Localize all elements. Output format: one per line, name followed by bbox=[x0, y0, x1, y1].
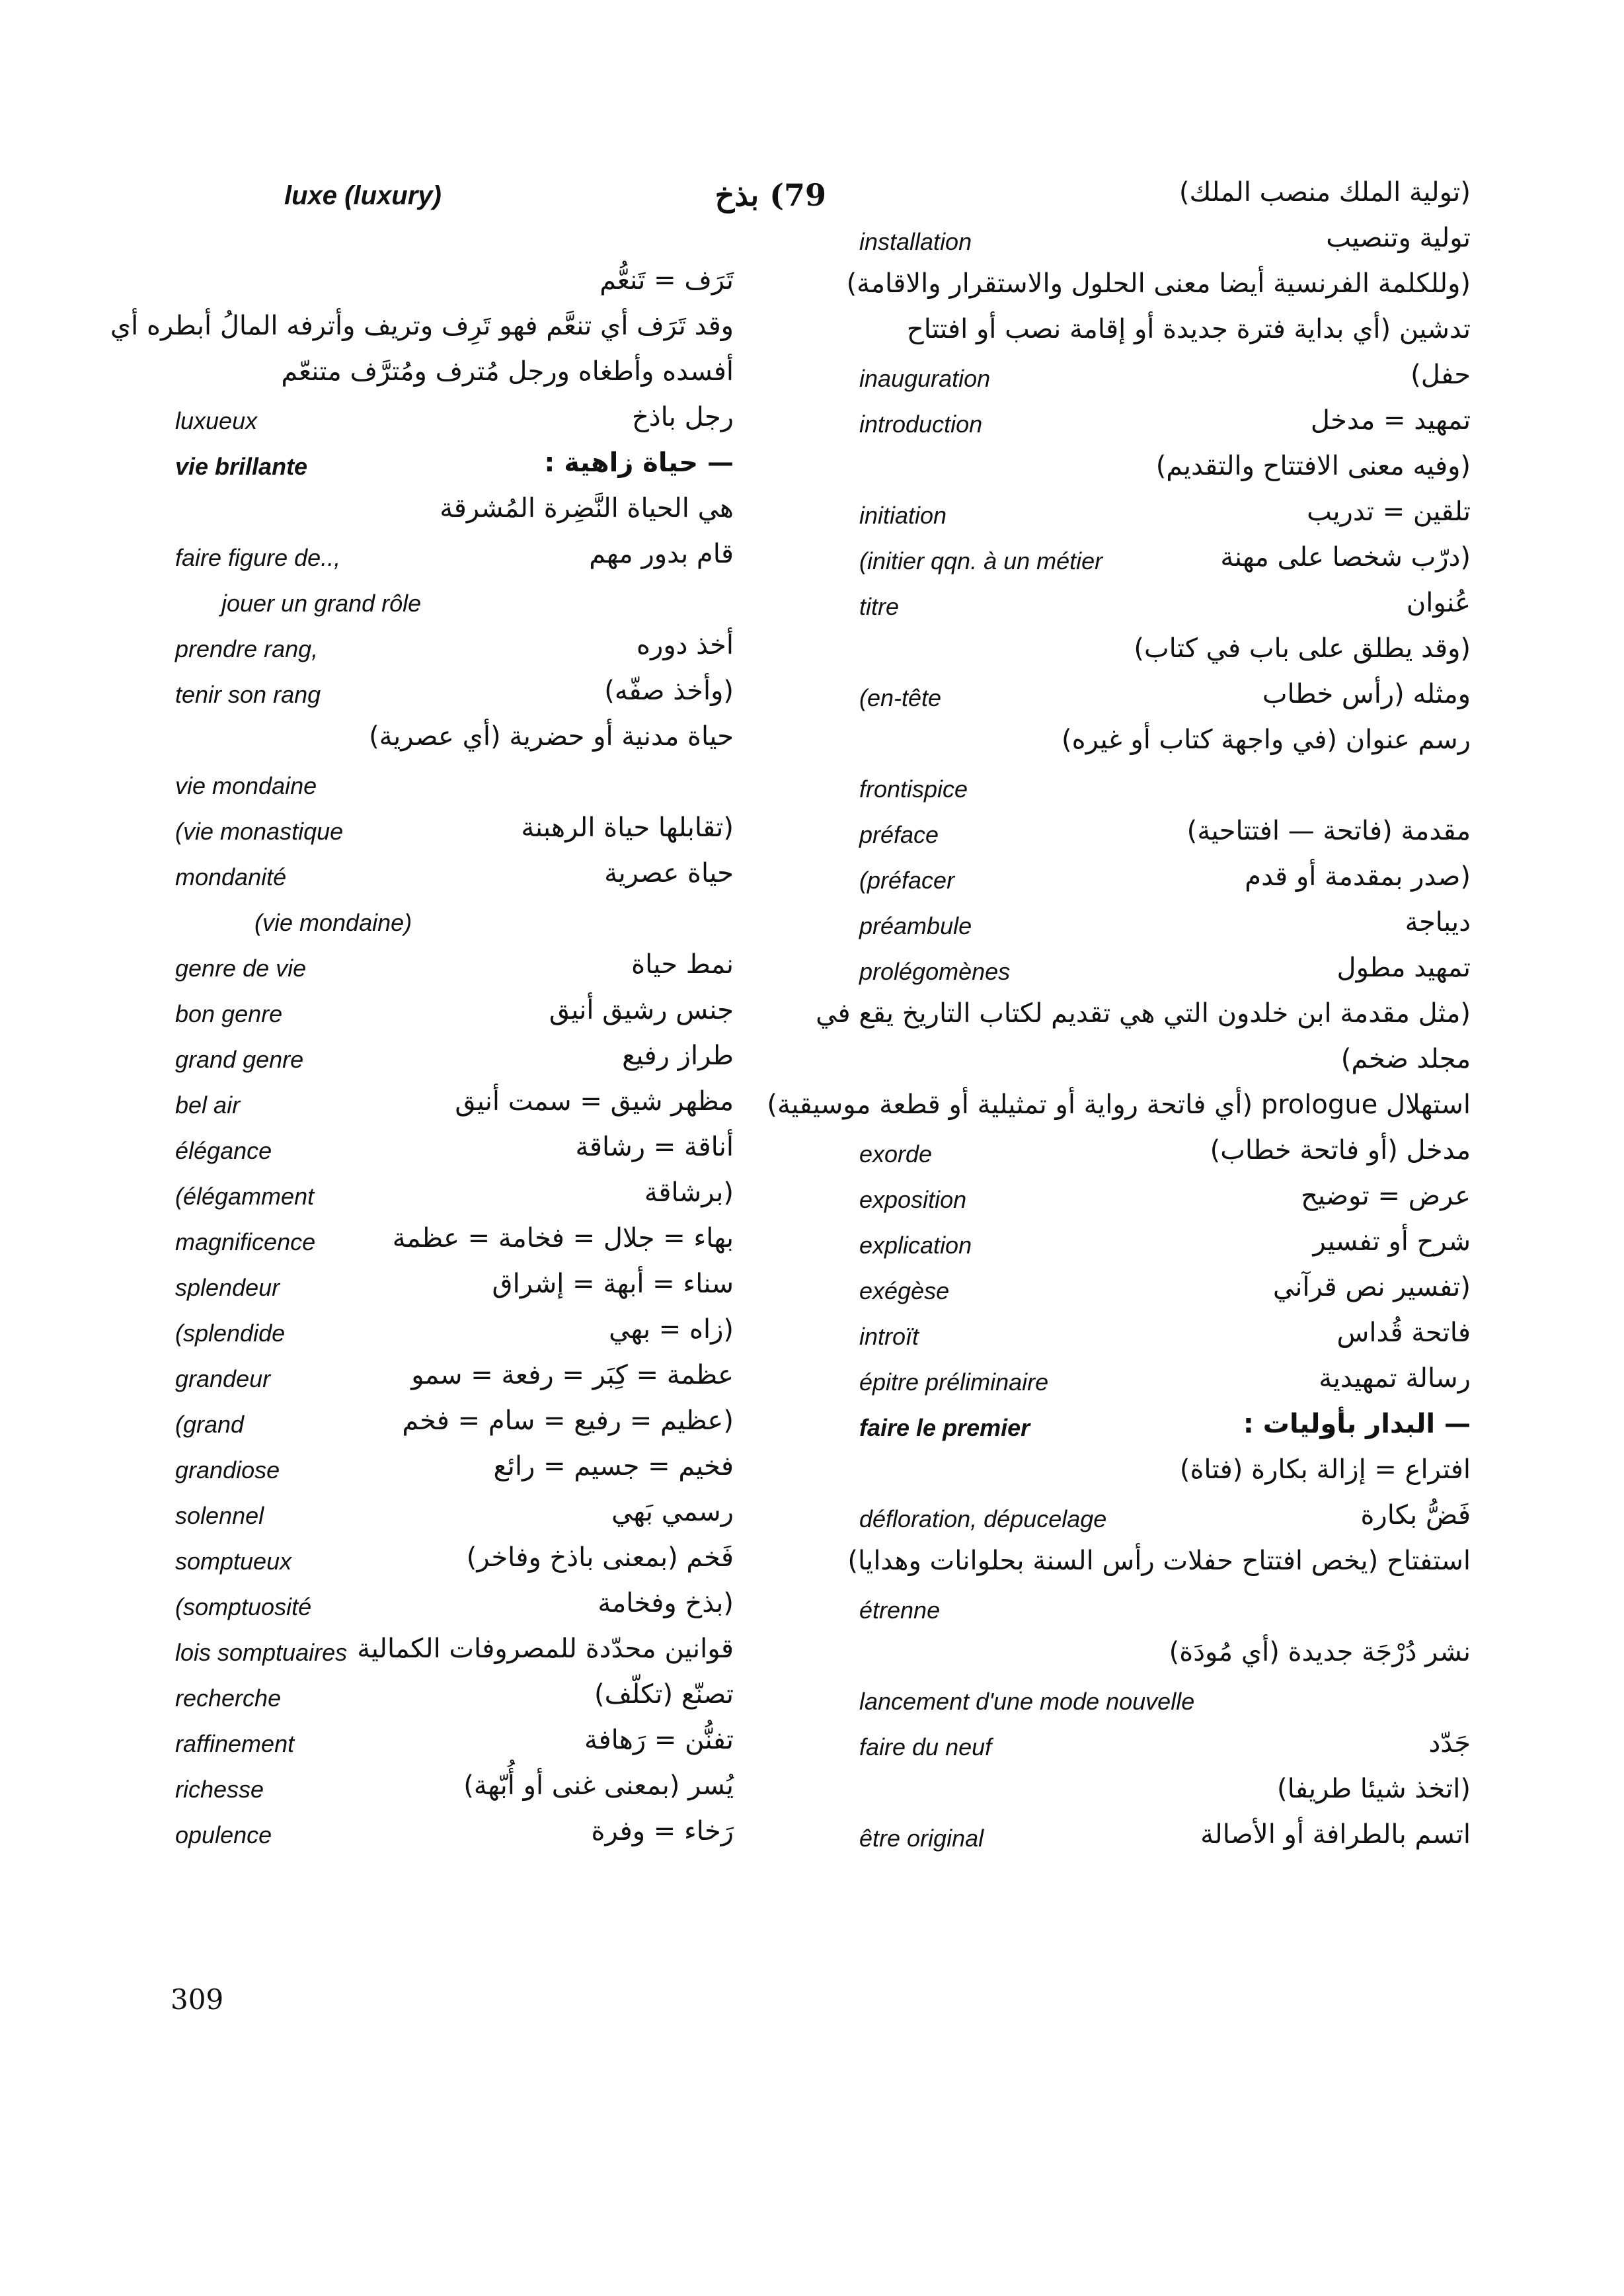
dictionary-entry bbox=[859, 1314, 1471, 1359]
french-term: genre de vie bbox=[175, 955, 307, 982]
page-header bbox=[284, 177, 826, 223]
arabic-term: فاتحة قُداس bbox=[1336, 1318, 1471, 1348]
french-term: frontispice bbox=[859, 775, 968, 803]
arabic-term: استفتاح (يخص افتتاح حفلات رأس السنة بحلوانات وهدايا) bbox=[847, 1546, 1471, 1576]
dictionary-entry bbox=[859, 1770, 1471, 1815]
arabic-term: مجلد ضخم) bbox=[1340, 1044, 1471, 1074]
dictionary-entry bbox=[859, 629, 1471, 675]
french-term: introït bbox=[859, 1323, 919, 1350]
french-term: (somptuosité bbox=[175, 1593, 312, 1620]
arabic-term: تلقين = تدريب bbox=[1307, 496, 1471, 527]
dictionary-entry bbox=[175, 1128, 734, 1173]
arabic-term: (صدر بمقدمة أو قدم bbox=[1245, 861, 1471, 892]
arabic-term: — البدار بأوليات : bbox=[1243, 1409, 1471, 1439]
dictionary-entry bbox=[859, 1724, 1471, 1770]
dictionary-entry bbox=[847, 1542, 1471, 1587]
french-term: (grand bbox=[175, 1411, 245, 1438]
dictionary-entry bbox=[175, 1402, 734, 1447]
dictionary-entry bbox=[175, 854, 734, 900]
arabic-term: عُنوان bbox=[1406, 588, 1471, 618]
french-term: épitre préliminaire bbox=[859, 1368, 1049, 1396]
arabic-term: أخذ دوره bbox=[637, 630, 734, 660]
dictionary-entry bbox=[859, 447, 1471, 493]
dictionary-entry bbox=[859, 584, 1471, 629]
arabic-term: مقدمة (فاتحة — افتتاحية) bbox=[1186, 816, 1471, 846]
dictionary-entry bbox=[175, 352, 734, 398]
dictionary-entry bbox=[859, 1633, 1471, 1679]
arabic-term: نمط حياة bbox=[631, 949, 734, 980]
french-term: initiation bbox=[859, 502, 947, 529]
dictionary-entry bbox=[175, 1721, 734, 1766]
arabic-term: (تولية الملك منصب الملك) bbox=[1179, 177, 1471, 208]
arabic-term: قام بدور مهم bbox=[589, 539, 734, 569]
dictionary-entry bbox=[859, 1222, 1471, 1268]
french-term: préambule bbox=[859, 912, 972, 939]
dictionary-entry bbox=[846, 264, 1471, 310]
dictionary-entry bbox=[175, 444, 734, 489]
dictionary-entry bbox=[859, 675, 1471, 721]
arabic-term: رسم عنوان (في واجهة كتاب أو غيره) bbox=[1062, 725, 1471, 755]
dictionary-entry bbox=[859, 401, 1471, 447]
header-arabic-title: 79) بذخ bbox=[715, 177, 826, 213]
dictionary-entry bbox=[175, 1265, 734, 1310]
arabic-term: طراز رفيع bbox=[622, 1041, 734, 1071]
french-term: (en-tête bbox=[859, 684, 942, 711]
arabic-term: يُسر (بمعنى غنى أو أُبّهة) bbox=[463, 1770, 734, 1801]
french-term: solennel bbox=[175, 1502, 264, 1529]
dictionary-entry bbox=[859, 1450, 1471, 1496]
french-term: grandiose bbox=[175, 1456, 280, 1484]
french-term: grandeur bbox=[175, 1365, 271, 1392]
header-french-title: luxe (luxury) bbox=[284, 181, 442, 210]
arabic-term: تمهيد مطول bbox=[1336, 953, 1471, 983]
french-term: tenir son rang bbox=[175, 681, 321, 708]
french-term: préface bbox=[859, 821, 939, 848]
french-term: exposition bbox=[859, 1186, 967, 1213]
dictionary-entry bbox=[175, 945, 734, 991]
french-term: explication bbox=[859, 1232, 972, 1259]
dictionary-entry bbox=[859, 857, 1471, 903]
french-term: installation bbox=[859, 228, 972, 255]
french-term: titre bbox=[859, 593, 900, 620]
dictionary-entry bbox=[110, 307, 734, 352]
french-term: défloration, dépucelage bbox=[859, 1505, 1107, 1532]
dictionary-entry bbox=[859, 903, 1471, 949]
arabic-term: حياة مدنية أو حضرية (أي عصرية) bbox=[369, 721, 734, 752]
arabic-term: (وفيه معنى الافتتاح والتقديم) bbox=[1155, 451, 1471, 481]
dictionary-entry bbox=[859, 173, 1471, 219]
french-term: (initier qqn. à un métier bbox=[859, 547, 1103, 574]
french-term: inauguration bbox=[859, 365, 991, 392]
french-term: vie mondaine bbox=[175, 772, 317, 799]
french-term: lancement d'une mode nouvelle bbox=[859, 1688, 1195, 1715]
dictionary-entry bbox=[175, 900, 734, 945]
french-term: mondanité bbox=[175, 863, 287, 891]
dictionary-entry bbox=[816, 994, 1471, 1040]
dictionary-entry bbox=[175, 489, 734, 535]
french-term: grand genre bbox=[175, 1046, 304, 1073]
arabic-term: — حياة زاهية : bbox=[544, 448, 734, 478]
arabic-term: (زاه = بهي bbox=[609, 1314, 734, 1345]
arabic-term: جَدّد bbox=[1428, 1728, 1471, 1759]
dictionary-entry bbox=[175, 1766, 734, 1812]
arabic-term: (درّب شخصا على مهنة bbox=[1220, 542, 1471, 573]
arabic-term: فَخم (بمعنى باذخ وفاخر) bbox=[466, 1542, 734, 1573]
dictionary-entry bbox=[175, 535, 734, 580]
dictionary-entry bbox=[859, 1405, 1471, 1450]
arabic-term: (تفسير نص قرآني bbox=[1272, 1272, 1471, 1302]
arabic-term: نشر دُرْجَة جديدة (أي مُودَة) bbox=[1169, 1637, 1471, 1667]
left-column bbox=[110, 261, 734, 1858]
arabic-term: مظهر شيق = سمت أنيق bbox=[455, 1086, 734, 1117]
french-term: raffinement bbox=[175, 1730, 295, 1757]
arabic-term: (مثل مقدمة ابن خلدون التي هي تقديم لكتاب التاريخ يقع في bbox=[816, 998, 1471, 1029]
arabic-term: حياة عصرية bbox=[604, 858, 734, 889]
dictionary-entry bbox=[859, 1496, 1471, 1542]
french-term: somptueux bbox=[175, 1548, 292, 1575]
dictionary-entry bbox=[859, 1679, 1471, 1724]
dictionary-entry bbox=[175, 1219, 734, 1265]
french-term: (élégamment bbox=[175, 1183, 315, 1210]
dictionary-entry bbox=[859, 493, 1471, 538]
dictionary-entry bbox=[859, 356, 1471, 401]
french-term: faire le premier bbox=[859, 1414, 1030, 1441]
dictionary-entry bbox=[175, 1812, 734, 1858]
arabic-term: تصنّع (تكلّف) bbox=[594, 1679, 734, 1710]
arabic-term: بهاء = جلال = فخامة = عظمة bbox=[392, 1223, 734, 1253]
arabic-term: (تقابلها حياة الرهبنة bbox=[521, 812, 734, 843]
arabic-term: هي الحياة النَّضِرة المُشرقة bbox=[440, 493, 734, 524]
arabic-term: قوانين محدّدة للمصروفات الكمالية bbox=[357, 1634, 734, 1664]
arabic-term: رَخاء = وفرة bbox=[591, 1816, 734, 1846]
french-term: étrenne bbox=[859, 1597, 941, 1624]
arabic-term: افتراع = إزالة بكارة (فتاة) bbox=[1179, 1454, 1471, 1485]
dictionary-entry bbox=[859, 538, 1471, 584]
french-term: être original bbox=[859, 1825, 984, 1852]
arabic-term: رسمي بَهي bbox=[611, 1497, 734, 1527]
french-term: bel air bbox=[175, 1091, 241, 1119]
dictionary-entry bbox=[175, 580, 734, 626]
dictionary-entry bbox=[175, 763, 734, 809]
dictionary-entry bbox=[859, 1131, 1471, 1177]
dictionary-entry bbox=[175, 1493, 734, 1538]
dictionary-entry bbox=[859, 949, 1471, 994]
dictionary-entry bbox=[859, 1359, 1471, 1405]
arabic-term: ومثله (رأس خطاب bbox=[1262, 679, 1471, 709]
arabic-term: أفسده وأطغاه ورجل مُترف ومُترَّف متنعّم bbox=[281, 356, 734, 387]
arabic-term: شرح أو تفسير bbox=[1313, 1226, 1471, 1257]
french-term: luxueux bbox=[175, 407, 258, 434]
arabic-term: (عظيم = رفيع = سام = فخم bbox=[402, 1405, 734, 1436]
dictionary-entry bbox=[859, 310, 1471, 356]
dictionary-entry bbox=[175, 261, 734, 307]
dictionary-entry bbox=[175, 398, 734, 444]
dictionary-entry bbox=[859, 721, 1471, 766]
arabic-term: وقد تَرَف أي تنعَّم فهو تَرِف وتريف وأترفه المالُ أبطره أي bbox=[110, 311, 734, 341]
dictionary-entry bbox=[175, 1173, 734, 1219]
arabic-term: (اتخذ شيئا طريفا) bbox=[1276, 1774, 1471, 1804]
arabic-term: اتسم بالطرافة أو الأصالة bbox=[1200, 1819, 1471, 1850]
arabic-term: مدخل (أو فاتحة خطاب) bbox=[1210, 1135, 1471, 1166]
dictionary-entry bbox=[175, 1447, 734, 1493]
dictionary-entry bbox=[767, 1086, 1471, 1131]
french-term: splendeur bbox=[175, 1274, 280, 1301]
french-term: (vie mondaine) bbox=[254, 909, 412, 936]
french-term: opulence bbox=[175, 1821, 272, 1848]
french-term: (vie monastique bbox=[175, 818, 344, 845]
arabic-term: سناء = أبهة = إشراق bbox=[492, 1269, 734, 1299]
french-term: vie brillante bbox=[175, 453, 308, 480]
dictionary-entry bbox=[175, 991, 734, 1037]
french-term: exégèse bbox=[859, 1277, 950, 1304]
arabic-term: (برشاقة bbox=[644, 1177, 734, 1208]
dictionary-entry bbox=[175, 1630, 734, 1675]
dictionary-entry bbox=[859, 1815, 1471, 1861]
arabic-term: (وأخذ صفّه) bbox=[604, 676, 734, 706]
arabic-term: فخيم = جسيم = رائع bbox=[493, 1451, 734, 1482]
dictionary-entry bbox=[175, 1037, 734, 1082]
dictionary-entry bbox=[175, 1356, 734, 1402]
page-number: 309 bbox=[171, 1983, 224, 2016]
arabic-term: تمهيد = مدخل bbox=[1310, 405, 1471, 436]
arabic-term: أناقة = رشاقة bbox=[575, 1132, 734, 1162]
arabic-term: رسالة تمهيدية bbox=[1319, 1363, 1471, 1394]
arabic-term: ديباجة bbox=[1405, 907, 1471, 937]
dictionary-entry bbox=[175, 626, 734, 672]
french-term: jouer un grand rôle bbox=[221, 590, 422, 617]
arabic-term: (بذخ وفخامة bbox=[598, 1588, 734, 1618]
french-term: (splendide bbox=[175, 1320, 286, 1347]
dictionary-entry bbox=[175, 809, 734, 854]
dictionary-entry bbox=[175, 1082, 734, 1128]
french-term: introduction bbox=[859, 411, 983, 438]
french-term: prolégomènes bbox=[859, 958, 1011, 985]
dictionary-entry bbox=[175, 1538, 734, 1584]
french-term: prendre rang, bbox=[175, 635, 319, 662]
arabic-term: تفنُّن = رَهافة bbox=[584, 1725, 734, 1755]
french-term: faire figure de.., bbox=[175, 544, 341, 571]
dictionary-entry bbox=[175, 717, 734, 763]
arabic-term: عرض = توضيح bbox=[1301, 1181, 1471, 1211]
french-term: lois somptuaires bbox=[175, 1639, 348, 1666]
french-term: magnificence bbox=[175, 1228, 316, 1255]
dictionary-entry bbox=[859, 766, 1471, 812]
arabic-term: تولية وتنصيب bbox=[1326, 223, 1471, 253]
arabic-term: تدشين (أي بداية فترة جديدة أو إقامة نصب أو افتتاح bbox=[906, 314, 1471, 344]
arabic-term: تَرَف = تَنعُّم bbox=[599, 265, 734, 296]
arabic-term: استهلال prologue (أي فاتحة رواية أو تمثيلية أو قطعة موسيقية) bbox=[767, 1089, 1471, 1120]
dictionary-entry bbox=[859, 219, 1471, 264]
french-term: exorde bbox=[859, 1140, 933, 1168]
dictionary-entry bbox=[175, 1584, 734, 1630]
dictionary-entry bbox=[859, 1268, 1471, 1314]
arabic-term: جنس رشيق أنيق bbox=[549, 995, 734, 1025]
dictionary-entry bbox=[859, 1040, 1471, 1086]
dictionary-entry bbox=[175, 1675, 734, 1721]
french-term: richesse bbox=[175, 1776, 264, 1803]
arabic-term: رجل باذخ bbox=[631, 402, 734, 432]
arabic-term: (وللكلمة الفرنسية أيضا معنى الحلول والاستقرار والاقامة) bbox=[846, 268, 1471, 299]
arabic-term: فَضُّ بكارة bbox=[1360, 1500, 1471, 1530]
arabic-term: عظمة = كِبَر = رفعة = سمو bbox=[411, 1360, 734, 1390]
dictionary-entry bbox=[859, 1587, 1471, 1633]
arabic-term: حفل) bbox=[1411, 360, 1471, 390]
french-term: (préfacer bbox=[859, 867, 955, 894]
dictionary-entry bbox=[859, 812, 1471, 857]
dictionary-entry bbox=[175, 672, 734, 717]
dictionary-entry bbox=[859, 1177, 1471, 1222]
arabic-term: (وقد يطلق على باب في كتاب) bbox=[1134, 633, 1471, 664]
french-term: bon genre bbox=[175, 1000, 283, 1027]
french-term: recherche bbox=[175, 1684, 282, 1712]
dictionary-entry bbox=[175, 1310, 734, 1356]
french-term: élégance bbox=[175, 1137, 272, 1164]
french-term: faire du neuf bbox=[859, 1733, 992, 1761]
